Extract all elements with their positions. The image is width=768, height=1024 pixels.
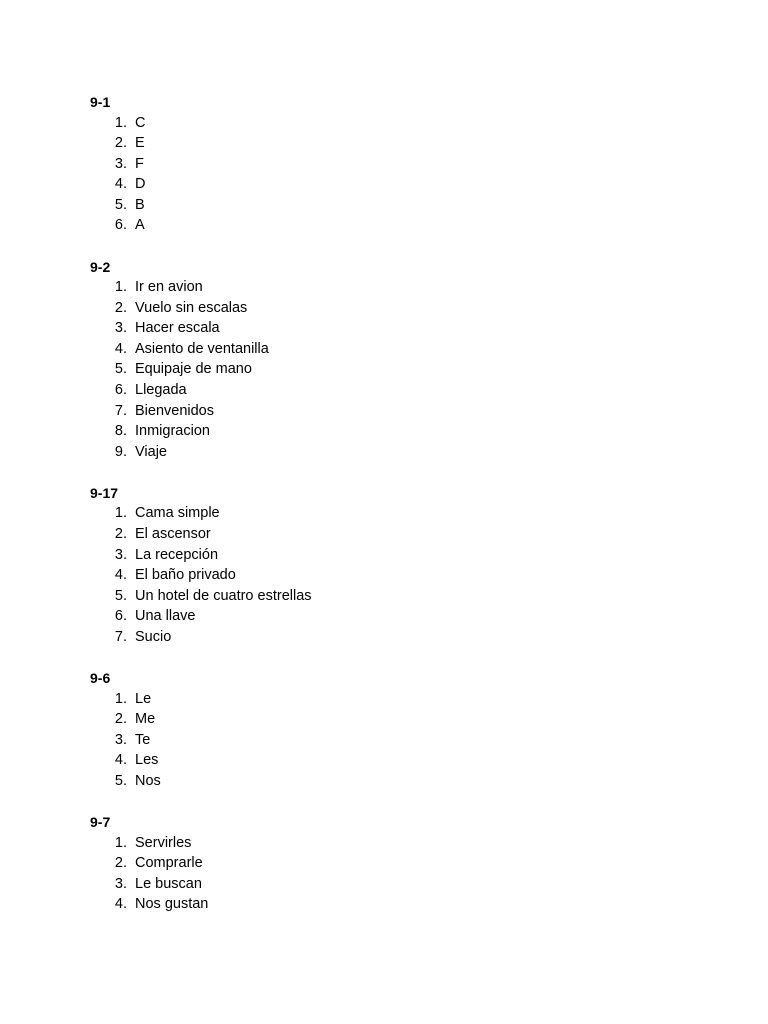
item-text: Nos	[135, 772, 161, 789]
item-number: 3.	[114, 875, 127, 892]
item-text: E	[135, 135, 145, 152]
answer-list	[90, 277, 730, 462]
item-number: 6.	[114, 382, 127, 399]
section-title: 9-2	[90, 258, 111, 275]
item-number: 3.	[114, 155, 127, 172]
item-text: Cama simple	[135, 505, 220, 522]
section-9-1	[90, 92, 730, 236]
list-item	[90, 750, 730, 771]
item-text: Le buscan	[135, 875, 202, 892]
item-text: Llegada	[135, 382, 187, 399]
item-text: Ir en avion	[135, 279, 203, 296]
item-number: 6.	[114, 217, 127, 234]
item-number: 9.	[114, 443, 127, 460]
list-item	[90, 154, 730, 175]
item-number: 1.	[114, 690, 127, 707]
section-9-17	[90, 483, 730, 648]
item-text: Me	[135, 711, 156, 728]
list-item	[90, 401, 730, 422]
answer-list	[90, 113, 730, 237]
list-item	[90, 442, 730, 463]
document-page	[90, 92, 730, 935]
item-text: Vuelo sin escalas	[135, 299, 248, 316]
item-text: Equipaje de mano	[135, 361, 252, 378]
list-item	[90, 565, 730, 586]
item-number: 3.	[114, 731, 127, 748]
list-item	[90, 339, 730, 360]
list-item	[90, 709, 730, 730]
item-number: 2.	[114, 711, 127, 728]
section-9-7	[90, 812, 730, 915]
item-text: A	[135, 217, 145, 234]
list-item	[90, 853, 730, 874]
list-item	[90, 833, 730, 854]
item-number: 5.	[114, 361, 127, 378]
list-item	[90, 524, 730, 545]
list-item	[90, 606, 730, 627]
list-item	[90, 359, 730, 380]
item-text: Te	[135, 731, 151, 748]
item-number: 4.	[114, 896, 127, 913]
item-text: Asiento de ventanilla	[135, 340, 269, 357]
item-number: 1.	[114, 114, 127, 131]
list-item	[90, 874, 730, 895]
list-item	[90, 318, 730, 339]
item-number: 4.	[114, 340, 127, 357]
list-item	[90, 277, 730, 298]
list-item	[90, 195, 730, 216]
section-title: 9-6	[90, 670, 111, 687]
answer-list	[90, 689, 730, 792]
item-number: 6.	[114, 608, 127, 625]
list-item	[90, 380, 730, 401]
item-number: 1.	[114, 834, 127, 851]
section-9-2	[90, 257, 730, 463]
item-text: C	[135, 114, 146, 131]
list-item	[90, 133, 730, 154]
item-text: Bienvenidos	[135, 402, 214, 419]
section-title: 9-1	[90, 94, 111, 110]
item-number: 2.	[114, 135, 127, 152]
list-item	[90, 298, 730, 319]
item-text: B	[135, 196, 145, 213]
item-text: Viaje	[135, 443, 167, 460]
item-number: 1.	[114, 505, 127, 522]
item-number: 2.	[114, 855, 127, 872]
item-number: 1.	[114, 279, 127, 296]
item-text: Le	[135, 690, 152, 707]
list-item	[90, 421, 730, 442]
item-text: Hacer escala	[135, 320, 220, 337]
list-item	[90, 689, 730, 710]
item-number: 2.	[114, 526, 127, 542]
answer-list	[90, 503, 730, 647]
list-item	[90, 771, 730, 792]
list-item	[90, 113, 730, 134]
list-item	[90, 174, 730, 195]
item-text: Sucio	[135, 628, 172, 645]
item-number: 7.	[114, 402, 127, 419]
list-item	[90, 894, 730, 915]
item-text: Inmigracion	[135, 423, 210, 440]
answer-list	[90, 833, 730, 915]
item-text: El baño privado	[135, 567, 236, 584]
item-text: D	[135, 176, 146, 193]
section-title: 9-17	[90, 484, 119, 501]
item-text: Nos gustan	[135, 896, 209, 913]
section-9-6	[90, 668, 730, 791]
item-number: 2.	[114, 299, 127, 316]
item-number: 5.	[114, 196, 127, 213]
list-item	[90, 586, 730, 607]
item-text: La recepción	[135, 546, 219, 563]
item-number: 3.	[114, 320, 127, 337]
list-item	[90, 730, 730, 751]
item-text: Les	[135, 752, 159, 769]
item-number: 3.	[114, 546, 127, 563]
item-number: 8.	[114, 423, 127, 440]
item-text: Comprarle	[135, 855, 203, 872]
item-number: 4.	[114, 567, 127, 584]
item-text: F	[135, 155, 144, 172]
item-number: 7.	[114, 628, 127, 645]
item-number: 5.	[114, 587, 127, 604]
list-item	[90, 545, 730, 566]
item-number: 5.	[114, 772, 127, 789]
list-item	[90, 503, 730, 524]
list-item	[90, 627, 730, 648]
list-item	[90, 215, 730, 236]
item-number: 4.	[114, 176, 127, 193]
item-text: El ascensor	[135, 526, 211, 542]
section-title: 9-7	[90, 814, 111, 831]
item-text: Una llave	[135, 608, 196, 625]
item-text: Un hotel de cuatro estrellas	[135, 587, 312, 604]
item-number: 4.	[114, 752, 127, 769]
item-text: Servirles	[135, 834, 192, 851]
